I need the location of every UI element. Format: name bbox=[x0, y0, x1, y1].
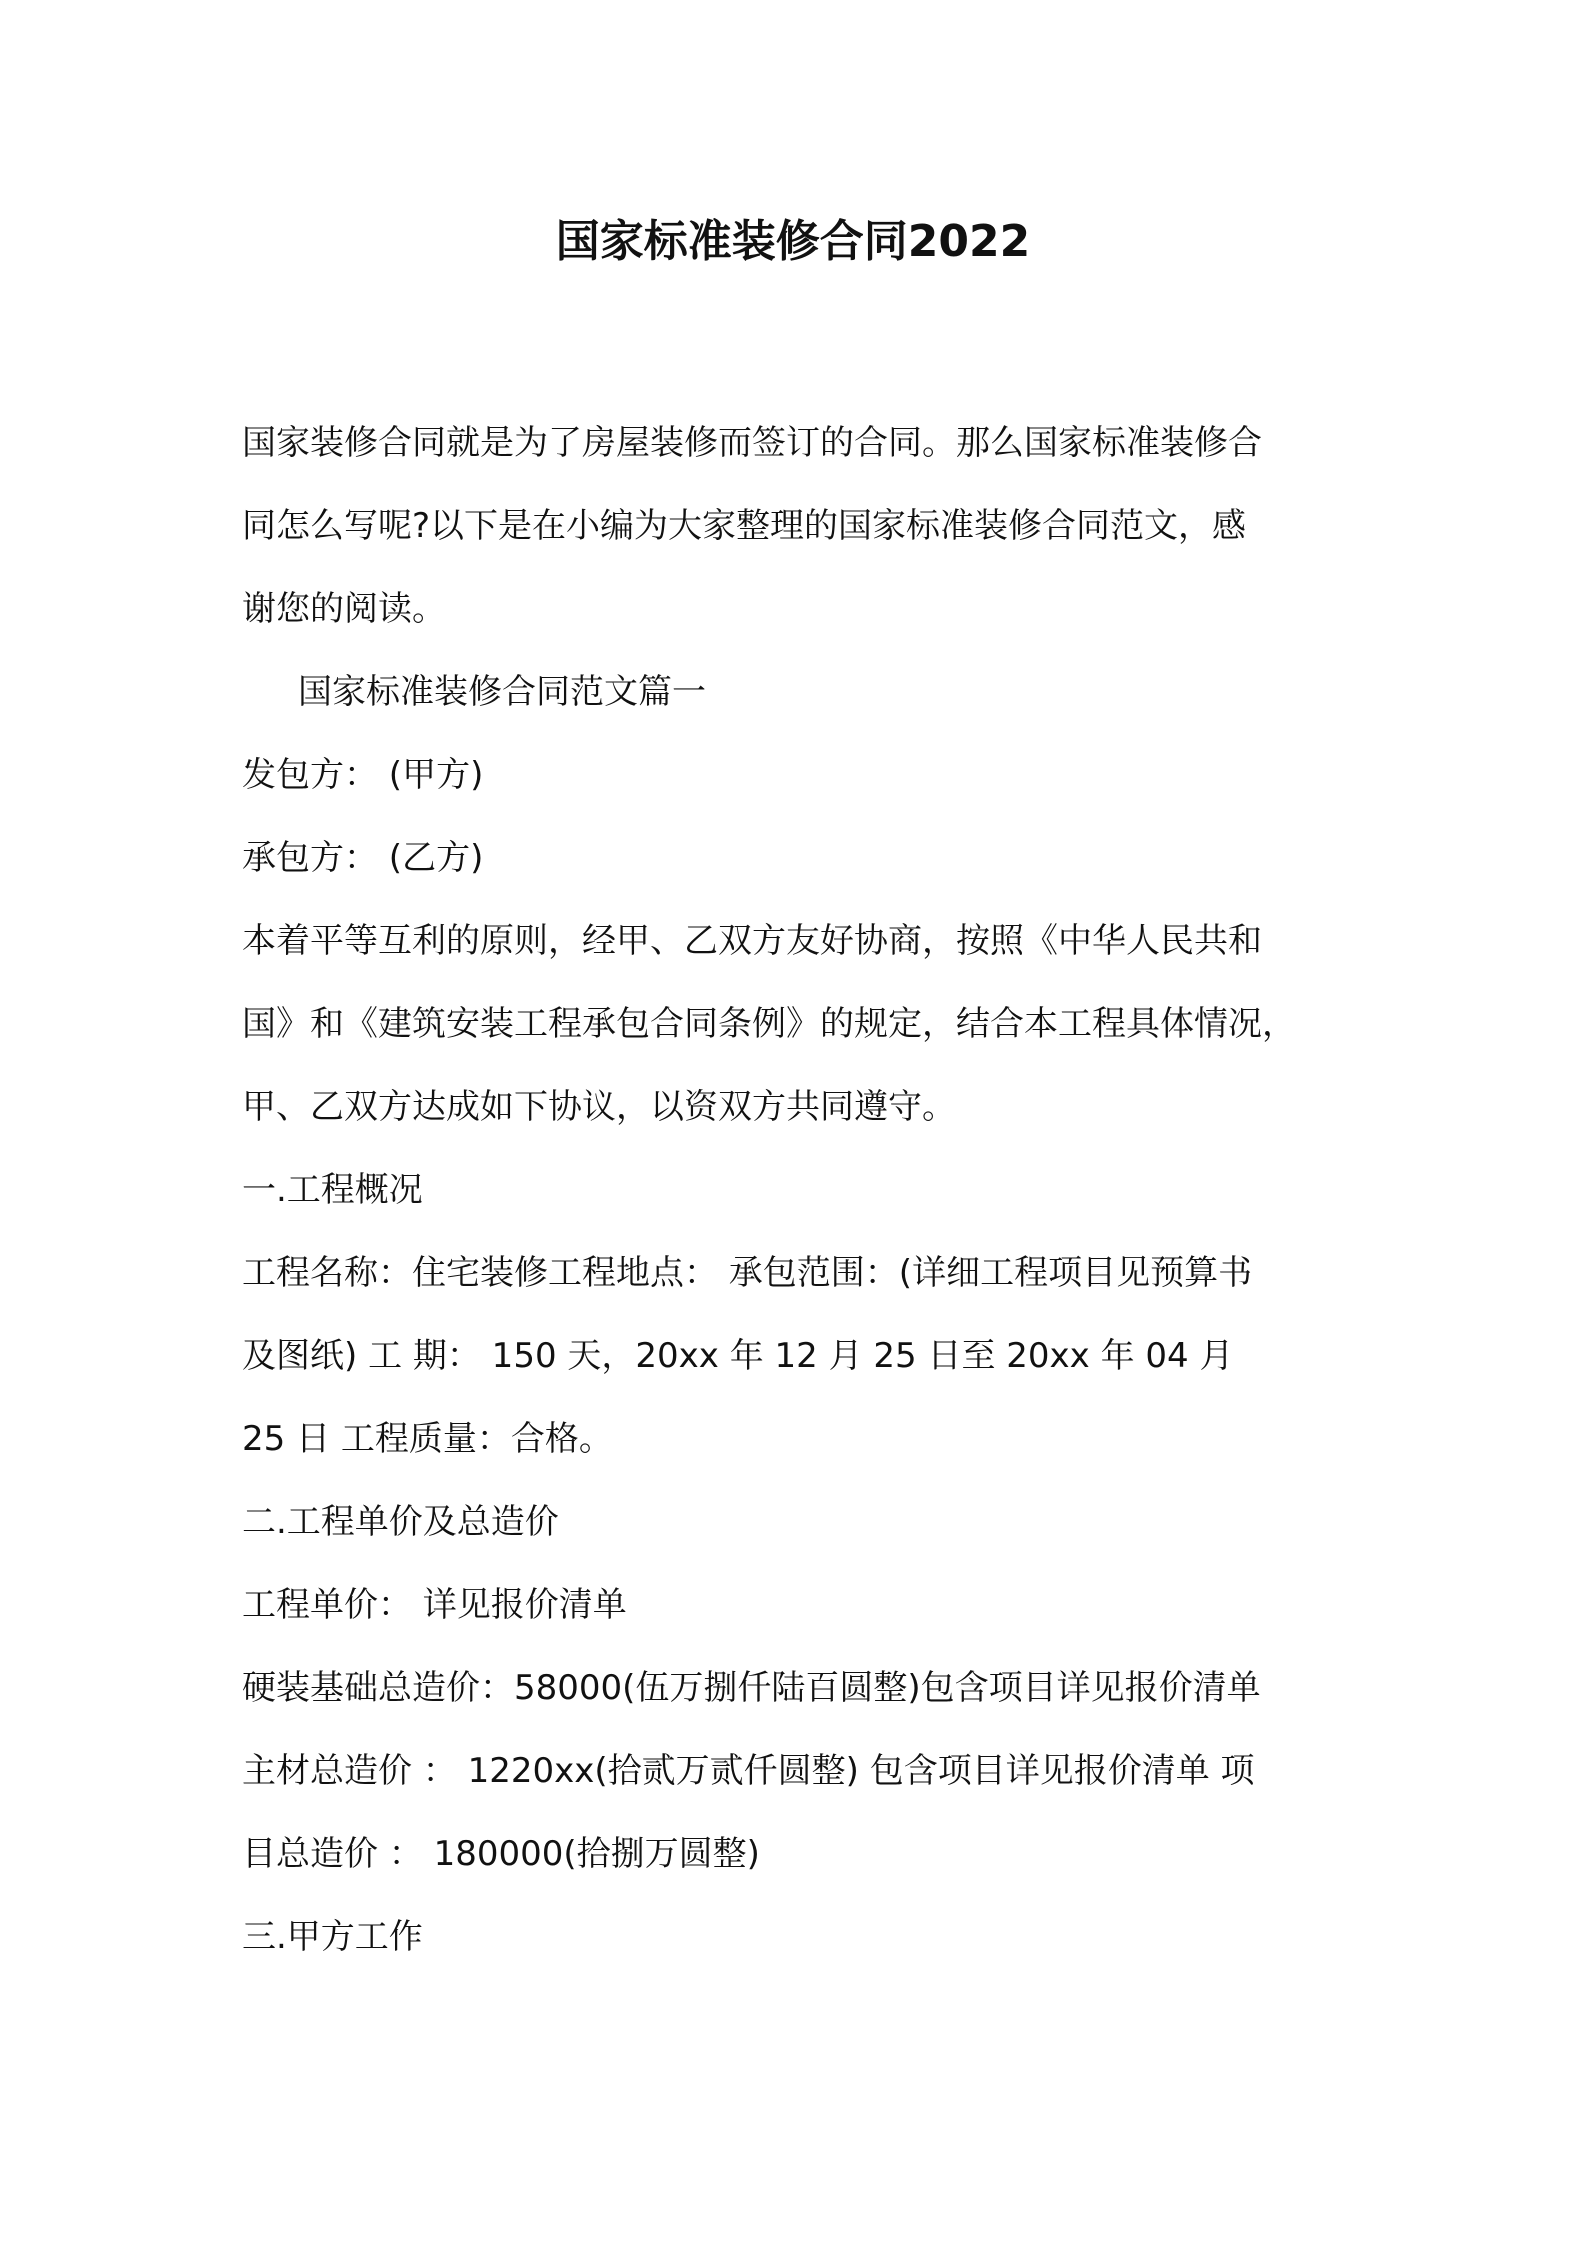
item2-line: 目总造价 ： 180000(拾捌万圆整) bbox=[242, 1834, 760, 1874]
document-body bbox=[242, 402, 1352, 1979]
item1-line: 25 日 工程质量：合格。 bbox=[242, 1419, 613, 1459]
document-title: 国家标准装修合同2022 bbox=[555, 216, 1031, 267]
intro-paragraph bbox=[242, 402, 1352, 651]
item1-line: 工程名称：住宅装修工程地点： 承包范围：(详细工程项目见预算书 bbox=[242, 1253, 1253, 1293]
item2-paragraph bbox=[242, 1564, 1352, 1896]
item2-heading: 二.工程单价及总造价 bbox=[242, 1502, 559, 1542]
intro-line: 同怎么写呢?以下是在小编为大家整理的国家标准装修合同范文，感 bbox=[242, 506, 1247, 546]
item1-heading: 一.工程概况 bbox=[242, 1170, 423, 1210]
item1-paragraph bbox=[242, 1232, 1352, 1481]
item1-line: 及图纸) 工 期： 150 天，20xx 年 12 月 25 日至 20xx 年 04 月 bbox=[242, 1336, 1234, 1376]
section-heading: 国家标准装修合同范文篇一 bbox=[298, 672, 706, 712]
intro-line: 国家装修合同就是为了房屋装修而签订的合同。那么国家标准装修合 bbox=[242, 423, 1262, 463]
intro-line: 谢您的阅读。 bbox=[242, 589, 446, 629]
item2-line: 工程单价： 详见报价清单 bbox=[242, 1585, 627, 1625]
preamble-line: 本着平等互利的原则，经甲、乙双方友好协商，按照《中华人民共和 bbox=[242, 921, 1262, 961]
party-b-line: 承包方： (乙方) bbox=[242, 838, 484, 878]
preamble-paragraph bbox=[242, 900, 1352, 1149]
item2-line: 硬装基础总造价：58000(伍万捌仟陆百圆整)包含项目详见报价清单 bbox=[242, 1668, 1261, 1708]
item3-heading: 三.甲方工作 bbox=[242, 1917, 423, 1957]
preamble-line: 国》和《建筑安装工程承包合同条例》的规定，结合本工程具体情况， bbox=[242, 1004, 1296, 1044]
item2-line: 主材总造价 ： 1220xx(拾贰万贰仟圆整) 包含项目详见报价清单 项 bbox=[242, 1751, 1255, 1791]
party-a-line: 发包方： (甲方) bbox=[242, 755, 484, 795]
preamble-line: 甲、乙双方达成如下协议，以资双方共同遵守。 bbox=[242, 1087, 956, 1127]
